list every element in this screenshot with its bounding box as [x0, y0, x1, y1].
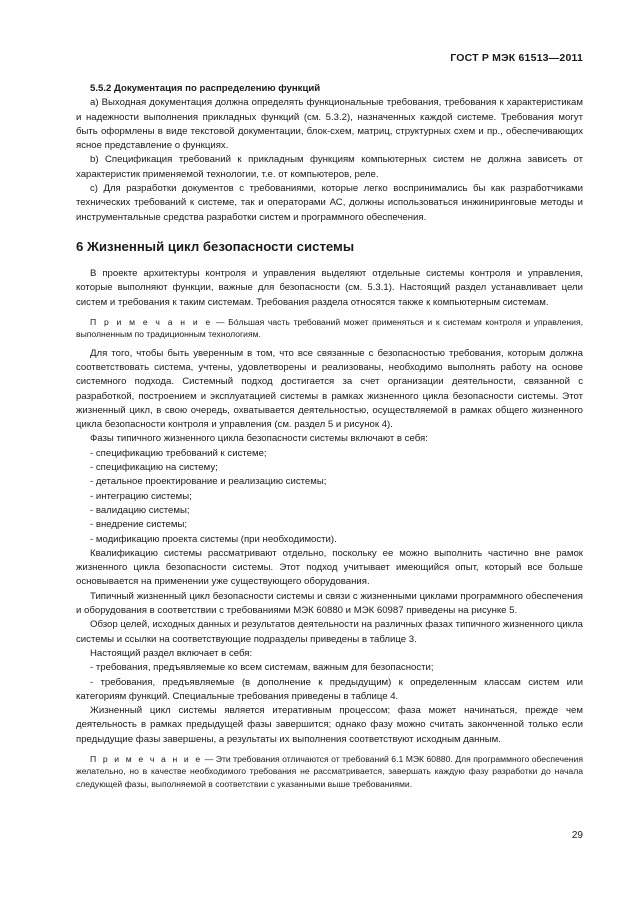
note-1-label: П р и м е ч а н и е — [90, 316, 213, 327]
paragraph-5: Типичный жизненный цикл безопасности системы и связи с жизненными циклами программного обеспечения и оборудования в соответствии с требованиями МЭК 60880 и МЭК 60987 приведены на рисунке 5. — [76, 590, 583, 617]
note-2-text: — Эти требования отличаются от требований 6.1 МЭК 60880. Для программного обеспечения желательно, но в качестве необходимого требования не рассматривается, завершать каждую фазу разработки до начала следующей фазы, выполняемой в соответствии с указанными выше требованиями. — [76, 753, 583, 789]
list-item: - спецификацию на систему; — [90, 462, 218, 474]
paragraph-2: Для того, чтобы быть уверенным в том, что все связанные с безопасностью требования, которым должна соответствовать система, учтены, удовлетворены и реализованы, необходимо выполнять работу на основе системного подхода. Системный подход достигается за счет организации деятельности, связанной с разработкой, построением и эксплуатацией системы в рамках жизненного цикла безопасности системы. Этот жизненный цикл, в свою очередь, охватывается деятельностью, осуществляемой в рамках общего жизненного цикла безопасности контроля и управления (см. раздел 5 и рисунок 4). — [76, 347, 583, 431]
item-b: b) Спецификация требований к прикладным функциям компьютерных систем не должна зависеть от характеристик применяемой технологии, т.е. от компьютеров, реле. — [76, 154, 583, 180]
list-item: - модификацию проекта системы (при необходимости). — [90, 533, 337, 545]
list-item: - детальное проектирование и реализацию системы; — [90, 476, 327, 488]
paragraph-1: В проекте архитектуры контроля и управления выделяют отдельные системы контроля и управления, которые выполняют функции, важные для безопасности (см. 5.3.1). Настоящий раздел устанавливает цели систем и требования к таким системам. Требования раздела относятся также к компьютерным системам. — [76, 267, 583, 308]
list-item: - валидацию системы; — [90, 504, 190, 516]
section-6-title: 6 Жизненный цикл безопасности системы — [76, 238, 355, 254]
list-item: - внедрение системы; — [90, 519, 188, 531]
paragraph-3: Фазы типичного жизненного цикла безопасности системы включают в себя: — [90, 433, 428, 445]
paragraph-8: Жизненный цикл системы является итеративным процессом; фаза может начинаться, прежде чем деятельность в рамках предыдущей фазы завершится; однако фазу можно считать законченной только если предыдущие фазы завершены, а результаты их выполнения соответствуют исходным данным. — [76, 705, 583, 745]
item-c: c) Для разработки документов с требованиями, которые легко воспринимались бы как разработчиками технических требований к системе, так и операторами АС, должны использоваться инжиниринговые методы и инструментальные средства разработки систем и программного обеспечения. — [76, 183, 583, 223]
subsection-5-5-2-title: 5.5.2 Документация по распределению функций — [90, 83, 321, 94]
list-item: - требования, предъявляемые ко всем системам, важным для безопасности; — [90, 662, 434, 674]
note-1 — [76, 316, 583, 341]
list-item: - требования, предъявляемые (в дополнение к предыдущим) к определенным классам систем или категориям функций. Специальные требования приведены в таблице 4. — [76, 676, 583, 702]
note-2 — [76, 753, 583, 790]
document-id: ГОСТ Р МЭК 61513—2011 — [450, 52, 583, 64]
item-a: a) Выходная документация должна определять функциональные требования, требования к характеристикам и надежности выполнения прикладных функций (см. 5.3.2), назначенных каждой системе. Требования могут быть оформлены в виде текстовой документации, блок-схем, матриц, структурных схем и пр., обеспечивающих ясное представление о функциях. — [76, 97, 583, 152]
page-body — [76, 82, 583, 796]
paragraph-4: Квалификацию системы рассматривают отдельно, поскольку ее можно выполнить частично вне рамок жизненного цикла безопасности системы. Этот подход учитывает имеющийся опыт, который все больше основывается на применении уже существующего оборудования. — [76, 547, 583, 588]
list-item: - спецификацию требований к системе; — [90, 447, 267, 459]
page-number: 29 — [571, 830, 583, 841]
note-2-label: П р и м е ч а н и е — [90, 753, 203, 764]
note-1-text: — Бóльшая часть требований может применяться и к системам контроля и управления, выполненным по традиционным технологиям. — [76, 316, 583, 340]
paragraph-7: Настоящий раздел включает в себя: — [90, 647, 253, 659]
list-item: - интеграцию системы; — [90, 490, 192, 502]
paragraph-6: Обзор целей, исходных данных и результатов деятельности на различных фазах типичного жизненного цикла системы и ссылки на соответствующие подразделы приведены в таблице 3. — [76, 619, 583, 645]
